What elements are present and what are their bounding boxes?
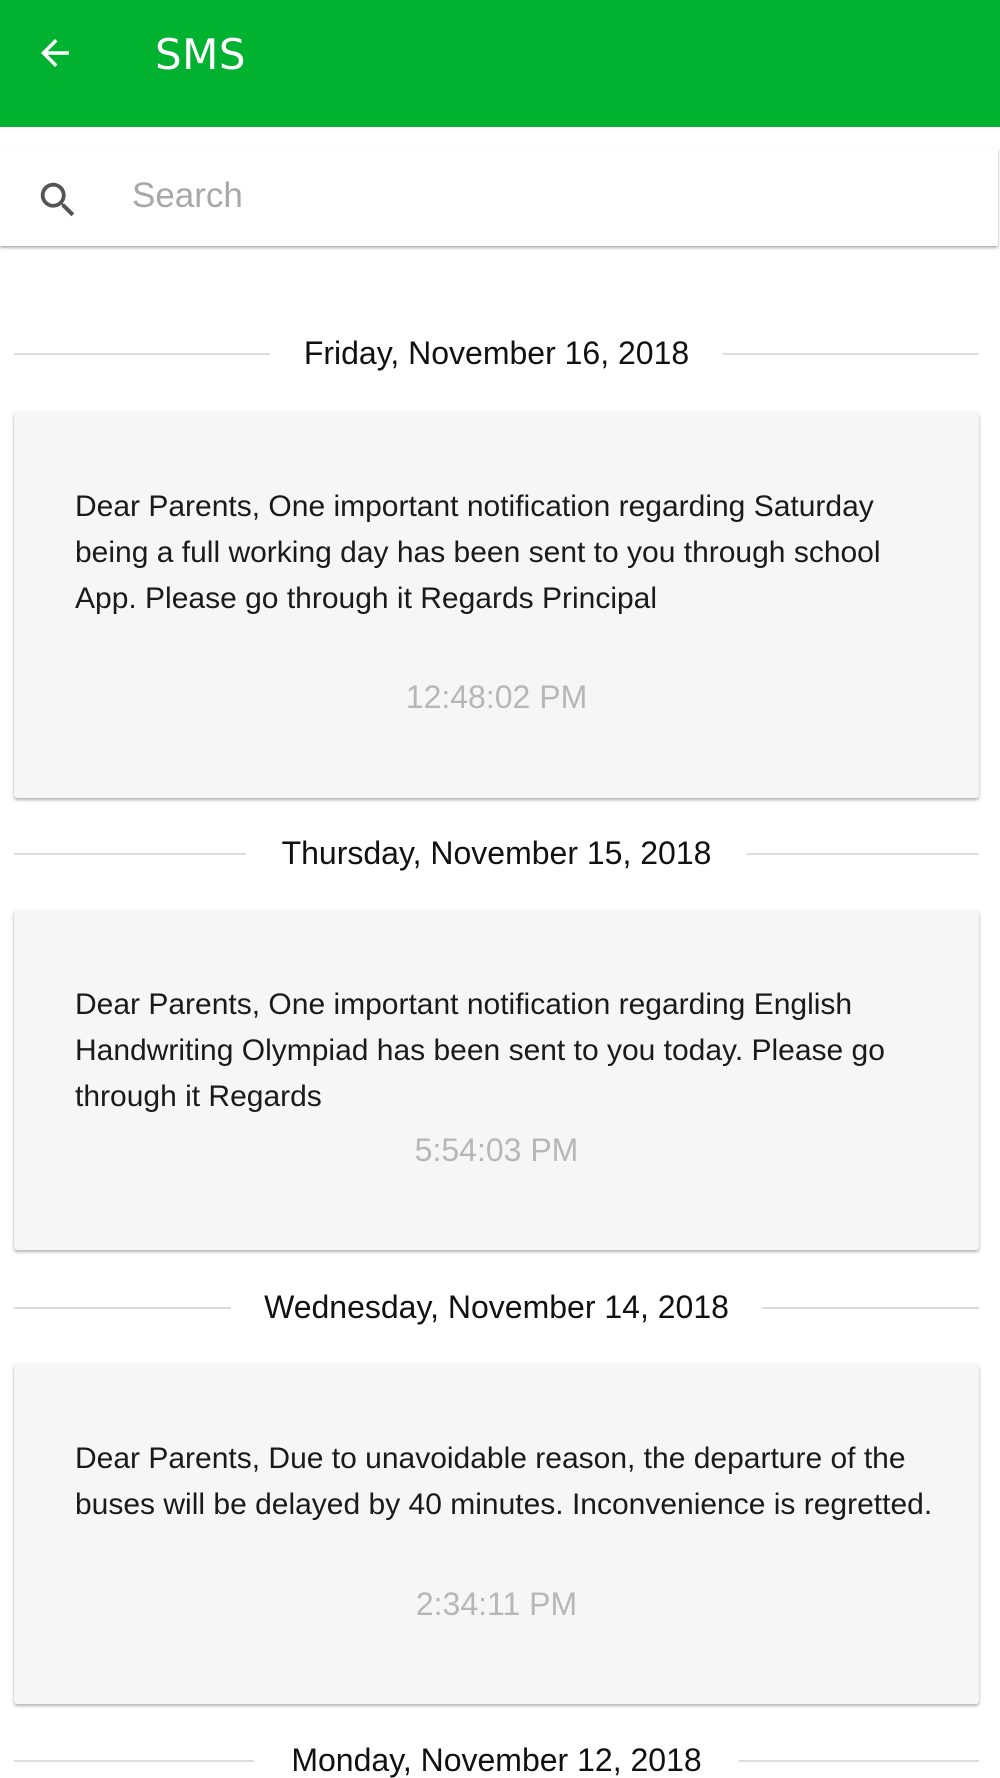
- message-time: 2:34:11 PM: [415, 1586, 578, 1622]
- arrow-left-icon: [34, 32, 76, 79]
- date-label: Thursday, November 15, 2018: [281, 835, 712, 871]
- date-divider: [14, 828, 979, 878]
- page-title: SMS: [155, 30, 247, 79]
- divider-line: [762, 1307, 979, 1309]
- message-time: 5:54:03 PM: [414, 1132, 579, 1168]
- message-card[interactable]: [14, 910, 979, 1250]
- message-text: Dear Parents, Due to unavoidable reason, the departure of the buses will be delayed by 40 minutes. Inconvenience is regretted.: [75, 1442, 933, 1521]
- divider-line: [723, 353, 979, 355]
- search-input[interactable]: [132, 168, 952, 224]
- search-icon[interactable]: [34, 176, 82, 224]
- date-divider: [14, 328, 979, 378]
- divider-line: [739, 1760, 979, 1762]
- message-text: Dear Parents, One important notification regarding English Handwriting Olympiad has been sent to you today. Please go through it Regards: [75, 988, 885, 1113]
- message-card[interactable]: [14, 412, 979, 798]
- message-time: 12:48:02 PM: [405, 679, 588, 715]
- date-divider: [14, 1735, 979, 1778]
- date-label: Friday, November 16, 2018: [303, 335, 690, 371]
- date-divider: [14, 1282, 979, 1332]
- message-text: Dear Parents, One important notification regarding Saturday being a full working day has been sent to you through school App. Please go through it Regards Principal: [75, 490, 881, 615]
- app-bar: [0, 0, 1000, 127]
- divider-line: [747, 853, 979, 855]
- back-button[interactable]: [22, 22, 88, 88]
- date-label: Wednesday, November 14, 2018: [264, 1289, 729, 1325]
- message-card[interactable]: [14, 1364, 979, 1704]
- search-bar: [0, 148, 998, 246]
- date-label: Monday, November 12, 2018: [291, 1742, 702, 1778]
